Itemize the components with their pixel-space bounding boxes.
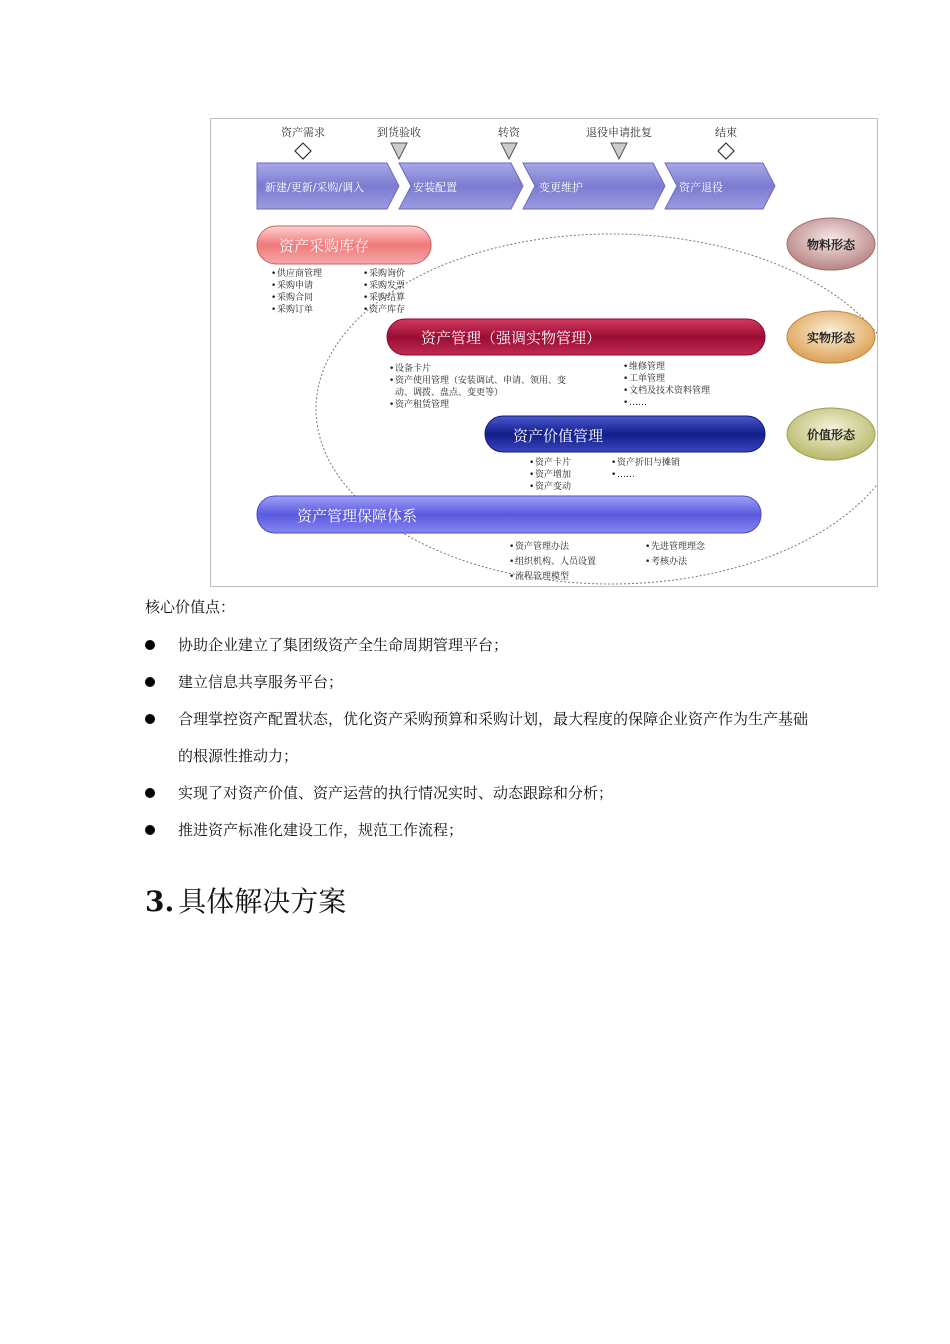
core-value-label: 核心价值点： [145,598,236,616]
svg-text:资产管理办法: 资产管理办法 [515,542,570,552]
svg-text:资产库存: 资产库存 [369,305,406,315]
bullet-icon [145,788,155,798]
svg-text:•: • [509,572,515,582]
bullet-icon [145,677,155,687]
svg-text:文档及技术资料管理: 文档及技术资料管理 [629,386,711,396]
svg-text:资产价值管理: 资产价值管理 [513,427,604,445]
svg-text:资产管理（强调实物管理）: 资产管理（强调实物管理） [421,329,602,347]
stage-label: 安装配置 [413,181,457,194]
svg-text:工单管理: 工单管理 [629,374,666,384]
svg-text:•: • [623,398,629,408]
svg-text:采购询价: 采购询价 [369,269,406,279]
svg-text:•: • [623,362,629,372]
svg-text:结束: 结束 [715,126,737,139]
svg-text:•: • [509,542,515,552]
svg-text:价值形态: 价值形态 [806,428,856,442]
triangle-down-icon [501,143,517,159]
section-heading: 3. 具体解决方案 [145,885,347,918]
triangle-down-icon [611,143,627,159]
svg-text:•: • [363,269,369,279]
svg-text:到货验收: 到货验收 [377,126,421,139]
svg-text:流程管理模型: 流程管理模型 [515,572,570,582]
milestone-retire-approval [586,125,652,159]
milestone-capitalize [498,125,521,159]
diamond-icon [295,143,311,159]
svg-text:退役申请批复: 退役申请批复 [586,126,652,139]
svg-text:……: …… [629,398,647,408]
list-item: • [271,269,277,279]
band-value-management [485,416,765,492]
stage-arrows [257,163,775,209]
svg-text:•: • [363,293,369,303]
svg-text:•: • [389,376,395,386]
svg-text:•: • [363,281,369,291]
svg-text:采购合同: 采购合同 [277,293,314,303]
core-value-list [145,627,865,849]
form-physical [787,311,875,363]
svg-text:采购结算: 采购结算 [369,293,406,303]
svg-text:资产管理保障体系: 资产管理保障体系 [297,507,418,525]
svg-text:•: • [509,557,515,567]
svg-text:•: • [529,470,535,480]
svg-text:•: • [389,400,395,410]
band-assurance-system [257,496,761,582]
svg-text:……: …… [617,470,635,480]
list-item: 协助企业建立了集团级资产全生命周期管理平台； [145,627,865,664]
milestone-asset-demand [281,125,325,159]
svg-text:动、调拨、盘点、变更等）: 动、调拨、盘点、变更等） [395,388,504,398]
svg-text:•: • [645,557,651,567]
svg-text:•: • [271,305,277,315]
svg-text:资产租赁管理: 资产租赁管理 [395,400,450,410]
svg-text:资产采购库存: 资产采购库存 [279,237,370,255]
diamond-icon [718,143,734,159]
svg-text:•: • [611,458,617,468]
svg-text:•: • [645,542,651,552]
svg-text:•: • [529,482,535,492]
svg-text:资产卡片: 资产卡片 [535,458,572,468]
svg-text:组织机构、人员设置: 组织机构、人员设置 [515,557,597,567]
svg-text:转资: 转资 [498,126,520,139]
svg-text:资产变动: 资产变动 [535,482,572,492]
band-procurement [257,226,431,315]
svg-text:•: • [623,386,629,396]
stage-label: 新建/更新/采购/调入 [265,181,365,194]
svg-text:考核办法: 考核办法 [651,557,688,567]
list-item: 合理掌控资产配置状态，优化资产采购预算和采购计划，最大程度的保障企业资产作为生产基础的根源性推动力； [145,701,865,775]
asset-lifecycle-diagram [210,118,878,587]
bullet-icon [145,825,155,835]
svg-text:•: • [611,470,617,480]
band-asset-management [387,319,765,410]
svg-text:资产需求: 资产需求 [281,126,325,139]
svg-text:•: • [623,374,629,384]
svg-text:采购申请: 采购申请 [277,281,314,291]
svg-text:物料形态: 物料形态 [806,238,856,252]
list-item: 建立信息共享服务平台； [145,664,865,701]
svg-text:先进管理理念: 先进管理理念 [651,542,706,552]
form-material [787,218,875,270]
bullet-icon [145,714,155,724]
milestone-end [715,125,737,159]
list-item: 推进资产标准化建设工作，规范工作流程； [145,812,865,849]
svg-text:资产增加: 资产增加 [535,470,572,480]
svg-text:实物形态: 实物形态 [806,331,856,345]
svg-text:资产折旧与摊销: 资产折旧与摊销 [617,458,681,468]
svg-text:•: • [363,305,369,315]
svg-text:•: • [271,293,277,303]
bullet-icon [145,640,155,650]
svg-text:•: • [389,364,395,374]
svg-text:设备卡片: 设备卡片 [395,364,432,374]
stage-label: 变更维护 [539,181,583,194]
svg-text:•: • [529,458,535,468]
milestone-arrival-check [377,125,421,159]
svg-text:供应商管理: 供应商管理 [277,269,323,279]
svg-text:资产使用管理（安装调试、申请、领用、变: 资产使用管理（安装调试、申请、领用、变 [395,376,567,386]
triangle-down-icon [391,143,407,159]
svg-text:•: • [271,281,277,291]
form-value [787,408,875,460]
svg-text:采购订单: 采购订单 [277,305,314,315]
svg-text:维修管理: 维修管理 [629,362,666,372]
stage-label: 资产退役 [679,181,723,194]
list-item: 实现了对资产价值、资产运营的执行情况实时、动态跟踪和分析； [145,775,865,812]
svg-text:采购发票: 采购发票 [369,281,406,291]
